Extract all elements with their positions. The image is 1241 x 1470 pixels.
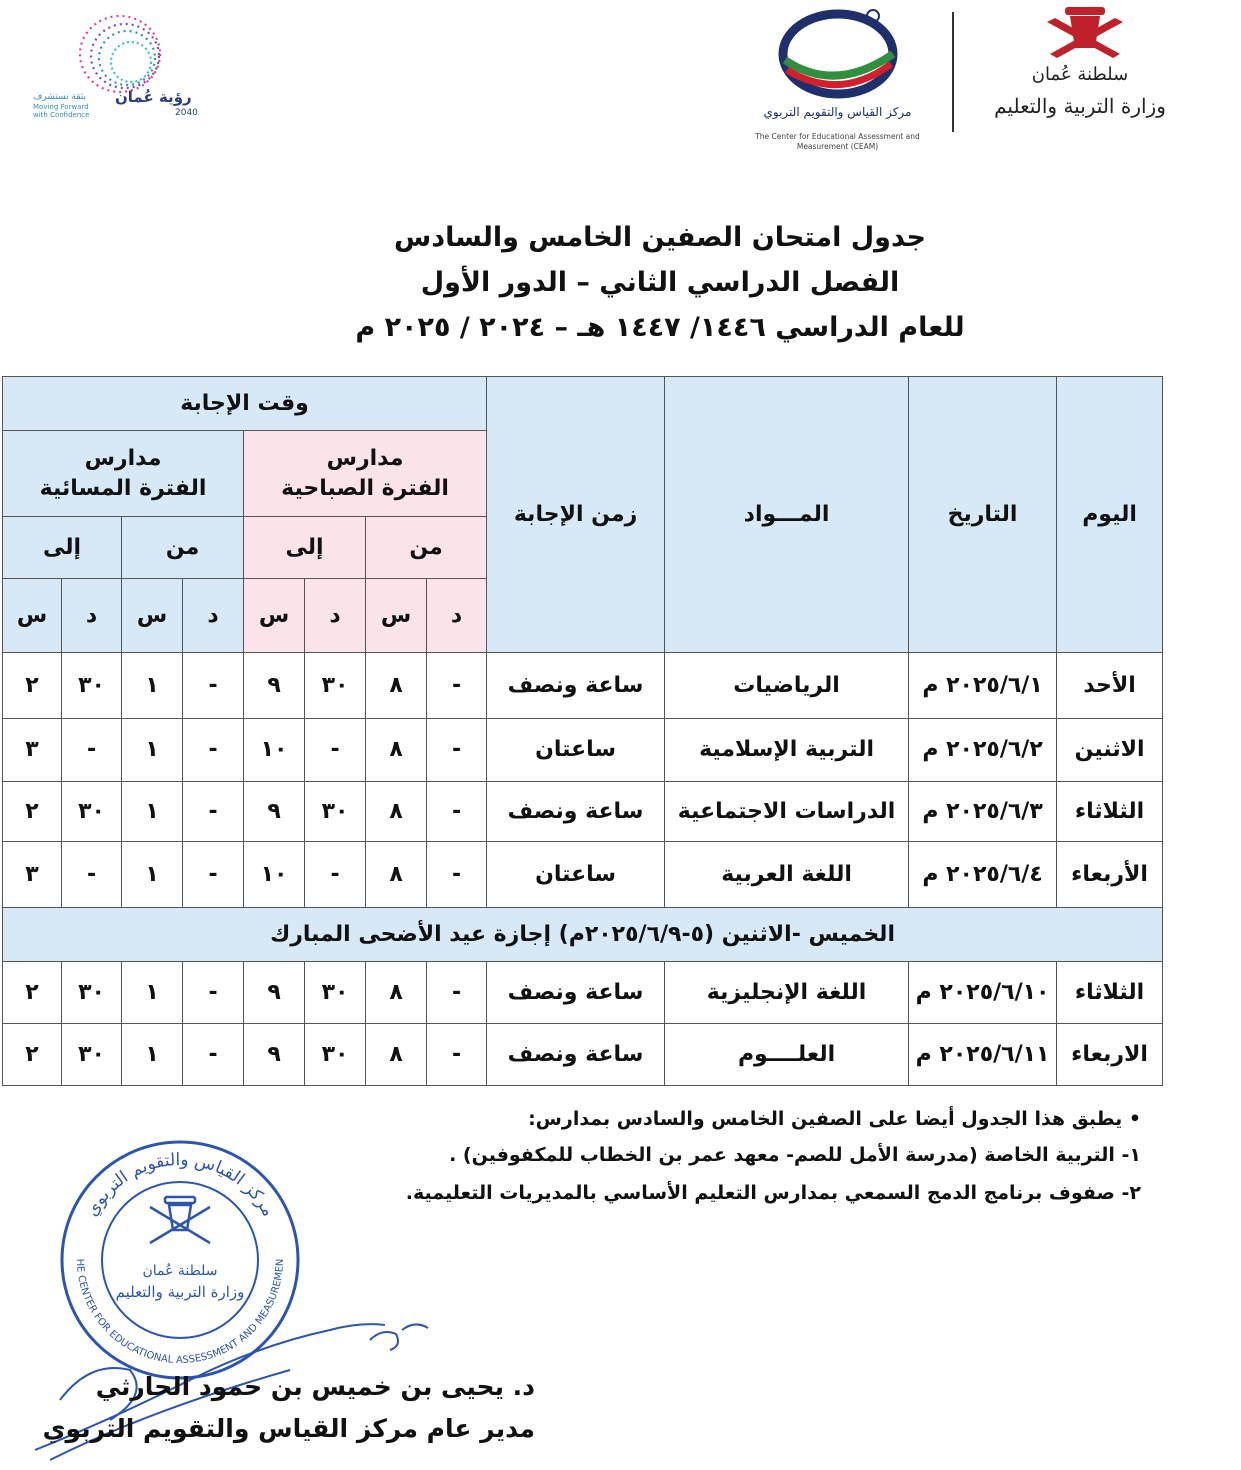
cell-morning-from-minute: - [427,1023,487,1085]
header-minute: د [183,579,244,653]
cell-morning-to-hour: ٩ [244,781,305,841]
cell-evening-from-minute: - [183,1023,244,1085]
oman-vision-2040-logo [15,6,215,126]
cell-morning-to-minute: ٣٠ [305,961,366,1023]
cell-morning-from-hour: ٨ [366,719,427,781]
title-line-3: للعام الدراسي ١٤٤٦/ ١٤٤٧ هـ – ٢٠٢٤ / ٢٠٢٥ م [355,312,965,343]
cell-morning-from-minute: - [427,719,487,781]
cell-morning-to-minute: ٣٠ [305,1023,366,1085]
cell-evening-from-hour: ١ [122,719,183,781]
cell-evening-to-hour: ٢ [3,781,62,841]
holiday-row [3,907,1163,961]
cell-morning-to-minute: ٣٠ [305,653,366,719]
cell-morning-from-hour: ٨ [366,1023,427,1085]
header-answer-time: وقت الإجابة [3,377,487,431]
vision-year: 2040 [175,108,198,118]
cell-subject: الدراسات الاجتماعية [665,781,909,841]
cell-day: الاثنين [1057,719,1163,781]
cell-day: الثلاثاء [1057,781,1163,841]
cell-evening-to-hour: ٣ [3,841,62,907]
stamp-ring-english: HE CENTER FOR EDUCATIONAL ASSESSMENT AND MEASUREMEN [73,1258,287,1367]
stamp-center-sultanate: سلطنة عُمان [142,1263,218,1279]
table-row [3,653,1163,719]
ministry-logo [985,2,1185,147]
cell-duration: ساعة ونصف [487,961,665,1023]
cell-morning-from-minute: - [427,841,487,907]
cell-evening-from-minute: - [183,719,244,781]
cell-subject: التربية الإسلامية [665,719,909,781]
notes-item-1: ١- التربية الخاصة (مدرسة الأمل للصم- معهد عمر بن الخطاب للمكفوفين) . [449,1144,1141,1166]
cell-evening-to-minute: - [62,719,122,781]
header-minute: د [305,579,366,653]
table-row [3,961,1163,1023]
cell-morning-to-hour: ٩ [244,653,305,719]
cell-morning-from-hour: ٨ [366,781,427,841]
vision-arabic-text: رؤية عُمان [115,88,192,106]
header-date: التاريخ [909,377,1057,653]
cell-morning-from-minute: - [427,961,487,1023]
cell-evening-to-hour: ٢ [3,1023,62,1085]
header-hour: س [122,579,183,653]
signatory-name: د. يحيى بن خميس بن حمود الحارثي [95,1372,535,1401]
cell-date: ٢٠٢٥/٦/٤ م [909,841,1057,907]
notes-intro: • يطبق هذا الجدول أيضا على الصفين الخامس والسادس بمدارس: [528,1108,1141,1130]
table-row [3,1023,1163,1085]
header-divider [952,12,954,132]
cell-evening-from-hour: ١ [122,1023,183,1085]
header-evening-to: إلى [3,517,122,579]
cell-date: ٢٠٢٥/٦/١ م [909,653,1057,719]
cell-morning-to-minute: ٣٠ [305,781,366,841]
vision-slogan-arabic: بثقة نستشرف [33,92,87,102]
cell-evening-to-minute: ٣٠ [62,653,122,719]
cell-evening-to-hour: ٢ [3,653,62,719]
header-hour: س [244,579,305,653]
cell-evening-to-hour: ٢ [3,961,62,1023]
cell-morning-from-minute: - [427,781,487,841]
header-day: اليوم [1057,377,1163,653]
cell-morning-from-minute: - [427,653,487,719]
cell-morning-to-hour: ٩ [244,1023,305,1085]
cell-date: ٢٠٢٥/٦/٢ م [909,719,1057,781]
cell-day: الثلاثاء [1057,961,1163,1023]
cell-morning-from-hour: ٨ [366,961,427,1023]
cell-evening-from-minute: - [183,841,244,907]
cell-evening-to-minute: - [62,841,122,907]
ceam-logo [735,2,940,162]
cell-morning-from-hour: ٨ [366,841,427,907]
cell-duration: ساعة ونصف [487,781,665,841]
cell-subject: العلــــوم [665,1023,909,1085]
cell-evening-from-minute: - [183,961,244,1023]
cell-morning-to-hour: ١٠ [244,841,305,907]
stamp-ring-arabic: مركز القياس والتقويم التربوي [81,1149,279,1220]
cell-duration: ساعة ونصف [487,1023,665,1085]
cell-evening-from-hour: ١ [122,841,183,907]
cell-subject: اللغة العربية [665,841,909,907]
cell-evening-to-minute: ٣٠ [62,781,122,841]
cell-morning-to-hour: ١٠ [244,719,305,781]
cell-morning-from-hour: ٨ [366,653,427,719]
exam-schedule-table [2,376,1163,1086]
cell-morning-to-minute: - [305,719,366,781]
title-line-2: الفصل الدراسي الثاني – الدور الأول [420,267,900,298]
header-hour: س [3,579,62,653]
cell-evening-to-minute: ٣٠ [62,1023,122,1085]
cell-day: الأربعاء [1057,841,1163,907]
ceam-globe-icon [735,2,940,102]
notes-item-2: ٢- صفوف برنامج الدمج السمعي بمدارس التعليم الأساسي بالمديريات التعليمية. [405,1182,1141,1204]
cell-duration: ساعتان [487,841,665,907]
cell-evening-to-hour: ٣ [3,719,62,781]
cell-subject: الرياضيات [665,653,909,719]
header-subject: المـــواد [665,377,909,653]
cell-morning-to-hour: ٩ [244,961,305,1023]
cell-date: ٢٠٢٥/٦/١٠ م [909,961,1057,1023]
cell-evening-from-hour: ١ [122,961,183,1023]
header-morning-schools: مدارس الفترة الصباحية [244,431,487,517]
cell-morning-to-minute: - [305,841,366,907]
cell-date: ٢٠٢٥/٦/١١ م [909,1023,1057,1085]
header-minute: د [427,579,487,653]
ministry-name: وزارة التربية والتعليم [994,94,1166,118]
title-line-1: جدول امتحان الصفين الخامس والسادس [393,222,927,253]
ceam-name-arabic: مركز القياس والتقويم التربوي [763,105,912,119]
header-minute: د [62,579,122,653]
header-evening-schools: مدارس الفترة المسائية [3,431,244,517]
header-duration: زمن الإجابة [487,377,665,653]
header-hour: س [366,579,427,653]
cell-duration: ساعتان [487,719,665,781]
stamp-center-ministry: وزارة التربية والتعليم [115,1283,245,1301]
vision-slogan-english: Moving Forward with Confidence [33,103,90,119]
holiday-notice: الخميس -الاثنين (٥-٢٠٢٥/٦/٩م) إجازة عيد الأضحى المبارك [3,907,1163,961]
cell-evening-from-minute: - [183,653,244,719]
table-row [3,781,1163,841]
header-morning-to: إلى [244,517,366,579]
header-morning-from: من [366,517,487,579]
cell-evening-from-minute: - [183,781,244,841]
table-row [3,719,1163,781]
cell-date: ٢٠٢٥/٦/٣ م [909,781,1057,841]
cell-evening-from-hour: ١ [122,781,183,841]
cell-day: الاربعاء [1057,1023,1163,1085]
table-row [3,841,1163,907]
sultanate-name: سلطنة عُمان [1031,64,1129,85]
signatory-title: مدير عام مركز القياس والتقويم التربوي [42,1414,535,1443]
ceam-name-english: The Center for Educational Assessment and Measurement (CEAM) [755,132,920,151]
cell-subject: اللغة الإنجليزية [665,961,909,1023]
cell-evening-to-minute: ٣٠ [62,961,122,1023]
oman-emblem-icon [985,2,1185,64]
cell-evening-from-hour: ١ [122,653,183,719]
cell-duration: ساعة ونصف [487,653,665,719]
header-evening-from: من [122,517,244,579]
cell-day: الأحد [1057,653,1163,719]
